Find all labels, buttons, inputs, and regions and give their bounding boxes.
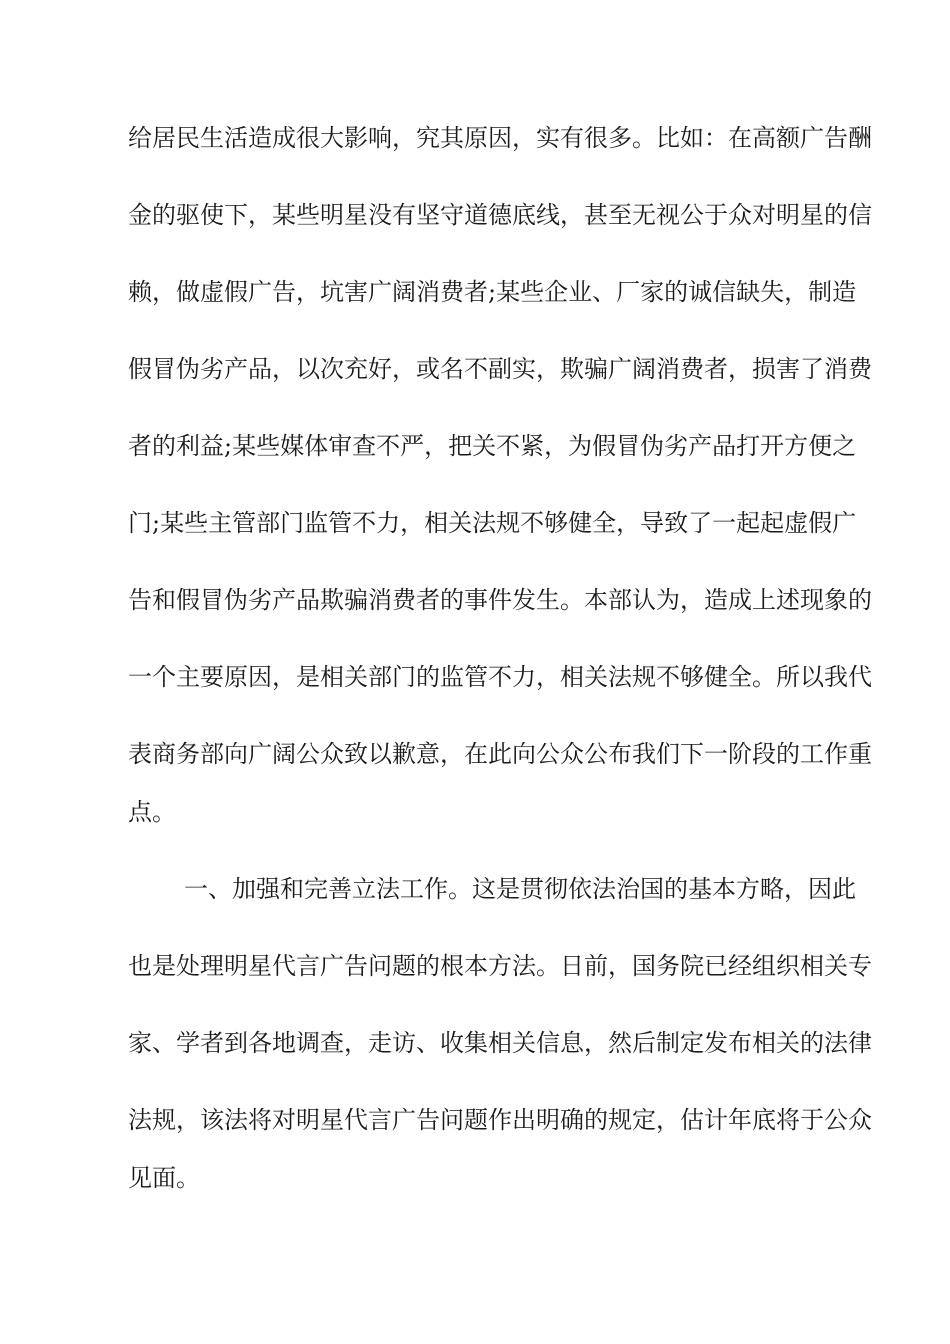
paragraph-line: 门;某些主管部门监管不力，相关法规不够健全，导致了一起起虚假广 (128, 509, 857, 537)
paragraph-line: 假冒伪劣产品，以次充好，或名不副实，欺骗广阔消费者，损害了消费 (128, 355, 872, 383)
paragraph-line: 金的驱使下，某些明星没有坚守道德底线，甚至无视公于众对明星的信 (128, 201, 872, 229)
paragraph-line: 见面。 (128, 1164, 200, 1192)
paragraph-line: 告和假冒伪劣产品欺骗消费者的事件发生。本部认为，造成上述现象的 (128, 586, 872, 614)
paragraph-line: 一个主要原因，是相关部门的监管不力，相关法规不够健全。所以我代 (128, 663, 872, 691)
paragraph-line: 家、学者到各地调查，走访、收集相关信息，然后制定发布相关的法律 (128, 1029, 872, 1057)
paragraph-line: 也是处理明星代言广告问题的根本方法。日前，国务院已经组织相关专 (128, 952, 872, 980)
paragraph-line: 赖，做虚假广告，坑害广阔消费者;某些企业、厂家的诚信缺失，制造 (128, 278, 857, 306)
paragraph-line: 一、加强和完善立法工作。这是贯彻依法治国的基本方略，因此 (184, 875, 856, 903)
paragraph-line: 给居民生活造成很大影响，究其原因，实有很多。比如：在高额广告酬 (128, 124, 872, 152)
paragraph-line: 表商务部向广阔公众致以歉意，在此向公众公布我们下一阶段的工作重 (128, 740, 872, 768)
paragraph-line: 者的利益;某些媒体审查不严，把关不紧，为假冒伪劣产品打开方便之 (128, 432, 857, 460)
paragraph-line: 点。 (128, 798, 176, 826)
paragraph-line: 法规，该法将对明星代言广告问题作出明确的规定，估计年底将于公众 (128, 1106, 872, 1134)
